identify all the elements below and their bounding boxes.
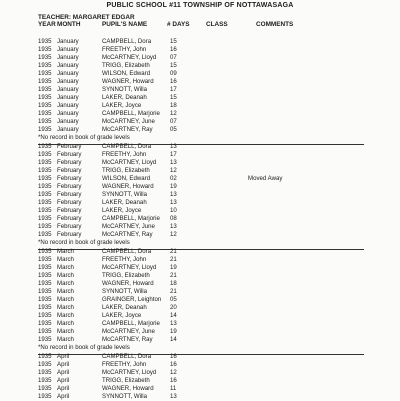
- cell-days: 21: [170, 256, 177, 263]
- cell-year: 1935: [38, 94, 52, 101]
- table-row: [0, 207, 400, 215]
- table-row: [0, 86, 400, 94]
- cell-year: 1935: [38, 361, 52, 368]
- table-row: [0, 304, 400, 312]
- cell-month: February: [57, 183, 82, 190]
- grade-level-note: *No record in book of grade levels: [38, 134, 130, 141]
- cell-month: January: [57, 38, 79, 45]
- cell-month: April: [57, 369, 70, 376]
- cell-month: February: [57, 151, 82, 158]
- table-row: [0, 118, 400, 126]
- cell-year: 1935: [38, 312, 52, 319]
- cell-month: January: [57, 126, 79, 133]
- cell-year: 1935: [38, 264, 52, 271]
- cell-days: 13: [170, 320, 177, 327]
- cell-year: 1935: [38, 336, 52, 343]
- table-row: [0, 151, 400, 159]
- table-row: [0, 353, 400, 361]
- cell-year: 1935: [38, 118, 52, 125]
- cell-month: February: [57, 191, 82, 198]
- cell-pupil-name: McCARTNEY, June: [102, 118, 155, 125]
- cell-days: 21: [170, 288, 177, 295]
- table-row: [0, 223, 400, 231]
- cell-month: March: [57, 280, 74, 287]
- page-title: PUBLIC SCHOOL #11 TOWNSHIP OF NOTTAWASAGA: [106, 2, 294, 9]
- table-row: [0, 94, 400, 102]
- cell-pupil-name: WAGNER, Howard: [102, 385, 154, 392]
- cell-days: 13: [170, 393, 177, 400]
- table-row: [0, 248, 400, 256]
- cell-days: 07: [170, 54, 177, 61]
- cell-pupil-name: LAKER, Deanah: [102, 94, 147, 101]
- cell-pupil-name: SYNNOTT, Willa: [102, 288, 148, 295]
- cell-pupil-name: McCARTNEY, Ray: [102, 336, 153, 343]
- table-row: [0, 38, 400, 46]
- cell-year: 1935: [38, 328, 52, 335]
- table-row: [0, 264, 400, 272]
- cell-days: 19: [170, 183, 177, 190]
- cell-pupil-name: SYNNOTT, Willa: [102, 86, 148, 93]
- cell-pupil-name: TRIGG, Elizabeth: [102, 167, 150, 174]
- cell-year: 1935: [38, 191, 52, 198]
- table-row: [0, 78, 400, 86]
- table-row: [0, 296, 400, 304]
- cell-days: 08: [170, 215, 177, 222]
- cell-year: 1935: [38, 320, 52, 327]
- cell-month: March: [57, 320, 74, 327]
- cell-year: 1935: [38, 102, 52, 109]
- cell-year: 1935: [38, 78, 52, 85]
- cell-days: 20: [170, 304, 177, 311]
- cell-days: 18: [170, 102, 177, 109]
- cell-days: 12: [170, 167, 177, 174]
- header-year: YEAR: [38, 21, 56, 28]
- cell-days: 11: [170, 385, 177, 392]
- cell-days: 19: [170, 328, 177, 335]
- table-row: [0, 369, 400, 377]
- cell-pupil-name: LAKER, Joyce: [102, 102, 142, 109]
- cell-days: 05: [170, 126, 177, 133]
- cell-pupil-name: McCARTNEY, Ray: [102, 231, 153, 238]
- cell-pupil-name: SYNNOTT, Willa: [102, 191, 148, 198]
- cell-year: 1935: [38, 215, 52, 222]
- cell-pupil-name: CAMPBELL, Dora: [102, 38, 152, 45]
- cell-comment: Moved Away: [248, 175, 283, 182]
- cell-year: 1935: [38, 207, 52, 214]
- cell-year: 1935: [38, 183, 52, 190]
- header-comments: COMMENTS: [256, 21, 294, 28]
- cell-month: January: [57, 86, 79, 93]
- cell-month: March: [57, 264, 74, 271]
- cell-days: 17: [170, 86, 177, 93]
- cell-days: 16: [170, 353, 177, 360]
- cell-pupil-name: FREETHY, John: [102, 46, 147, 53]
- cell-days: 15: [170, 94, 177, 101]
- cell-month: February: [57, 207, 82, 214]
- cell-month: January: [57, 46, 79, 53]
- cell-pupil-name: McCARTNEY, Lloyd: [102, 264, 157, 271]
- cell-year: 1935: [38, 151, 52, 158]
- cell-month: February: [57, 159, 82, 166]
- teacher-name: TEACHER: MARGARET EDGAR: [38, 14, 135, 21]
- cell-month: March: [57, 272, 74, 279]
- cell-pupil-name: McCARTNEY, June: [102, 328, 155, 335]
- cell-month: January: [57, 102, 79, 109]
- cell-year: 1935: [38, 143, 52, 150]
- table-row: [0, 312, 400, 320]
- cell-month: March: [57, 256, 74, 263]
- table-row: [0, 143, 400, 151]
- cell-month: February: [57, 215, 82, 222]
- cell-year: 1935: [38, 393, 52, 400]
- cell-month: March: [57, 336, 74, 343]
- cell-days: 12: [170, 369, 177, 376]
- cell-month: April: [57, 385, 70, 392]
- table-row: [0, 159, 400, 167]
- cell-days: 19: [170, 264, 177, 271]
- cell-pupil-name: FREETHY, John: [102, 151, 147, 158]
- cell-days: 12: [170, 110, 177, 117]
- cell-pupil-name: WILSON, Edward: [102, 175, 151, 182]
- cell-year: 1935: [38, 86, 52, 93]
- cell-year: 1935: [38, 272, 52, 279]
- cell-year: 1935: [38, 38, 52, 45]
- cell-month: April: [57, 361, 70, 368]
- cell-month: January: [57, 110, 79, 117]
- cell-pupil-name: SYNNOTT, Willa: [102, 393, 148, 400]
- cell-days: 18: [170, 280, 177, 287]
- cell-pupil-name: McCARTNEY, Lloyd: [102, 369, 157, 376]
- table-row: [0, 183, 400, 191]
- cell-pupil-name: FREETHY, John: [102, 256, 147, 263]
- cell-month: January: [57, 54, 79, 61]
- table-row: [0, 280, 400, 288]
- grade-level-note: *No record in book of grade levels: [38, 344, 130, 351]
- table-row: [0, 320, 400, 328]
- cell-days: 16: [170, 361, 177, 368]
- cell-year: 1935: [38, 288, 52, 295]
- cell-month: February: [57, 167, 82, 174]
- cell-month: January: [57, 62, 79, 69]
- cell-days: 13: [170, 159, 177, 166]
- table-row: [0, 328, 400, 336]
- cell-year: 1935: [38, 280, 52, 287]
- cell-days: 07: [170, 118, 177, 125]
- cell-days: 13: [170, 199, 177, 206]
- cell-days: 12: [170, 231, 177, 238]
- cell-month: January: [57, 94, 79, 101]
- cell-year: 1935: [38, 126, 52, 133]
- header-pupil-name: PUPIL'S NAME: [102, 21, 148, 28]
- table-row: [0, 46, 400, 54]
- cell-year: 1935: [38, 167, 52, 174]
- cell-month: January: [57, 70, 79, 77]
- cell-days: 16: [170, 46, 177, 53]
- cell-pupil-name: WAGNER, Howard: [102, 280, 154, 287]
- cell-year: 1935: [38, 54, 52, 61]
- cell-month: February: [57, 199, 82, 206]
- cell-days: 05: [170, 296, 177, 303]
- table-row: [0, 361, 400, 369]
- grade-level-note: *No record in book of grade levels: [38, 239, 130, 246]
- cell-days: 16: [170, 377, 177, 384]
- cell-pupil-name: WAGNER, Howard: [102, 183, 154, 190]
- cell-month: March: [57, 296, 74, 303]
- cell-year: 1935: [38, 353, 52, 360]
- cell-days: 13: [170, 191, 177, 198]
- cell-days: 17: [170, 151, 177, 158]
- table-row: [0, 102, 400, 110]
- cell-month: March: [57, 248, 74, 255]
- cell-days: 02: [170, 175, 177, 182]
- cell-year: 1935: [38, 199, 52, 206]
- cell-month: February: [57, 231, 82, 238]
- cell-days: 13: [170, 223, 177, 230]
- cell-month: March: [57, 288, 74, 295]
- cell-month: March: [57, 328, 74, 335]
- cell-pupil-name: FREETHY, John: [102, 361, 147, 368]
- cell-year: 1935: [38, 248, 52, 255]
- cell-month: April: [57, 377, 70, 384]
- cell-days: 13: [170, 143, 177, 150]
- cell-days: 15: [170, 38, 177, 45]
- table-row: [0, 54, 400, 62]
- header-month: MONTH: [57, 21, 81, 28]
- table-row: [0, 62, 400, 70]
- cell-pupil-name: LAKER, Deanah: [102, 304, 147, 311]
- header-days: # DAYS: [167, 21, 190, 28]
- cell-pupil-name: McCARTNEY, June: [102, 223, 155, 230]
- cell-month: April: [57, 393, 70, 400]
- table-row: [0, 167, 400, 175]
- cell-pupil-name: LAKER, Joyce: [102, 312, 142, 319]
- cell-pupil-name: GRAINGER, Leighton: [102, 296, 162, 303]
- cell-month: February: [57, 223, 82, 230]
- cell-year: 1935: [38, 385, 52, 392]
- table-row: [0, 272, 400, 280]
- table-row: [0, 175, 400, 183]
- cell-month: February: [57, 143, 82, 150]
- cell-pupil-name: WILSON, Edward: [102, 70, 151, 77]
- cell-pupil-name: WAGNER, Howard: [102, 78, 154, 85]
- header-class: CLASS: [206, 21, 228, 28]
- table-row: [0, 231, 400, 239]
- cell-days: 14: [170, 336, 177, 343]
- cell-pupil-name: CAMPBELL, Marjorie: [102, 215, 160, 222]
- table-row: [0, 385, 400, 393]
- cell-month: January: [57, 118, 79, 125]
- cell-days: 21: [170, 248, 177, 255]
- cell-pupil-name: TRIGG, Elizabeth: [102, 62, 150, 69]
- table-row: [0, 377, 400, 385]
- cell-year: 1935: [38, 70, 52, 77]
- cell-pupil-name: LAKER, Deanah: [102, 199, 147, 206]
- cell-pupil-name: CAMPBELL, Dora: [102, 143, 152, 150]
- cell-year: 1935: [38, 377, 52, 384]
- cell-days: 21: [170, 272, 177, 279]
- table-row: [0, 199, 400, 207]
- cell-year: 1935: [38, 159, 52, 166]
- cell-days: 16: [170, 78, 177, 85]
- cell-year: 1935: [38, 256, 52, 263]
- cell-pupil-name: CAMPBELL, Dora: [102, 248, 152, 255]
- cell-days: 09: [170, 70, 177, 77]
- cell-pupil-name: McCARTNEY, Ray: [102, 126, 153, 133]
- cell-days: 10: [170, 207, 177, 214]
- cell-days: 14: [170, 312, 177, 319]
- cell-year: 1935: [38, 231, 52, 238]
- cell-pupil-name: TRIGG, Elizabeth: [102, 377, 150, 384]
- table-row: [0, 256, 400, 264]
- cell-year: 1935: [38, 175, 52, 182]
- table-row: [0, 110, 400, 118]
- cell-year: 1935: [38, 369, 52, 376]
- cell-month: March: [57, 304, 74, 311]
- table-row: [0, 288, 400, 296]
- cell-pupil-name: McCARTNEY, Lloyd: [102, 159, 157, 166]
- cell-pupil-name: CAMPBELL, Marjorie: [102, 320, 160, 327]
- cell-month: January: [57, 78, 79, 85]
- cell-pupil-name: McCARTNEY, Lloyd: [102, 54, 157, 61]
- table-row: [0, 336, 400, 344]
- cell-pupil-name: CAMPBELL, Dora: [102, 353, 152, 360]
- cell-month: April: [57, 353, 70, 360]
- cell-year: 1935: [38, 62, 52, 69]
- cell-year: 1935: [38, 304, 52, 311]
- table-row: [0, 70, 400, 78]
- table-row: [0, 215, 400, 223]
- cell-pupil-name: CAMPBELL, Marjorie: [102, 110, 160, 117]
- cell-days: 15: [170, 62, 177, 69]
- cell-month: March: [57, 312, 74, 319]
- table-row: [0, 126, 400, 134]
- cell-year: 1935: [38, 46, 52, 53]
- cell-pupil-name: TRIGG, Elizabeth: [102, 272, 150, 279]
- cell-year: 1935: [38, 296, 52, 303]
- cell-year: 1935: [38, 223, 52, 230]
- table-row: [0, 191, 400, 199]
- cell-month: February: [57, 175, 82, 182]
- cell-year: 1935: [38, 110, 52, 117]
- cell-pupil-name: LAKER, Joyce: [102, 207, 142, 214]
